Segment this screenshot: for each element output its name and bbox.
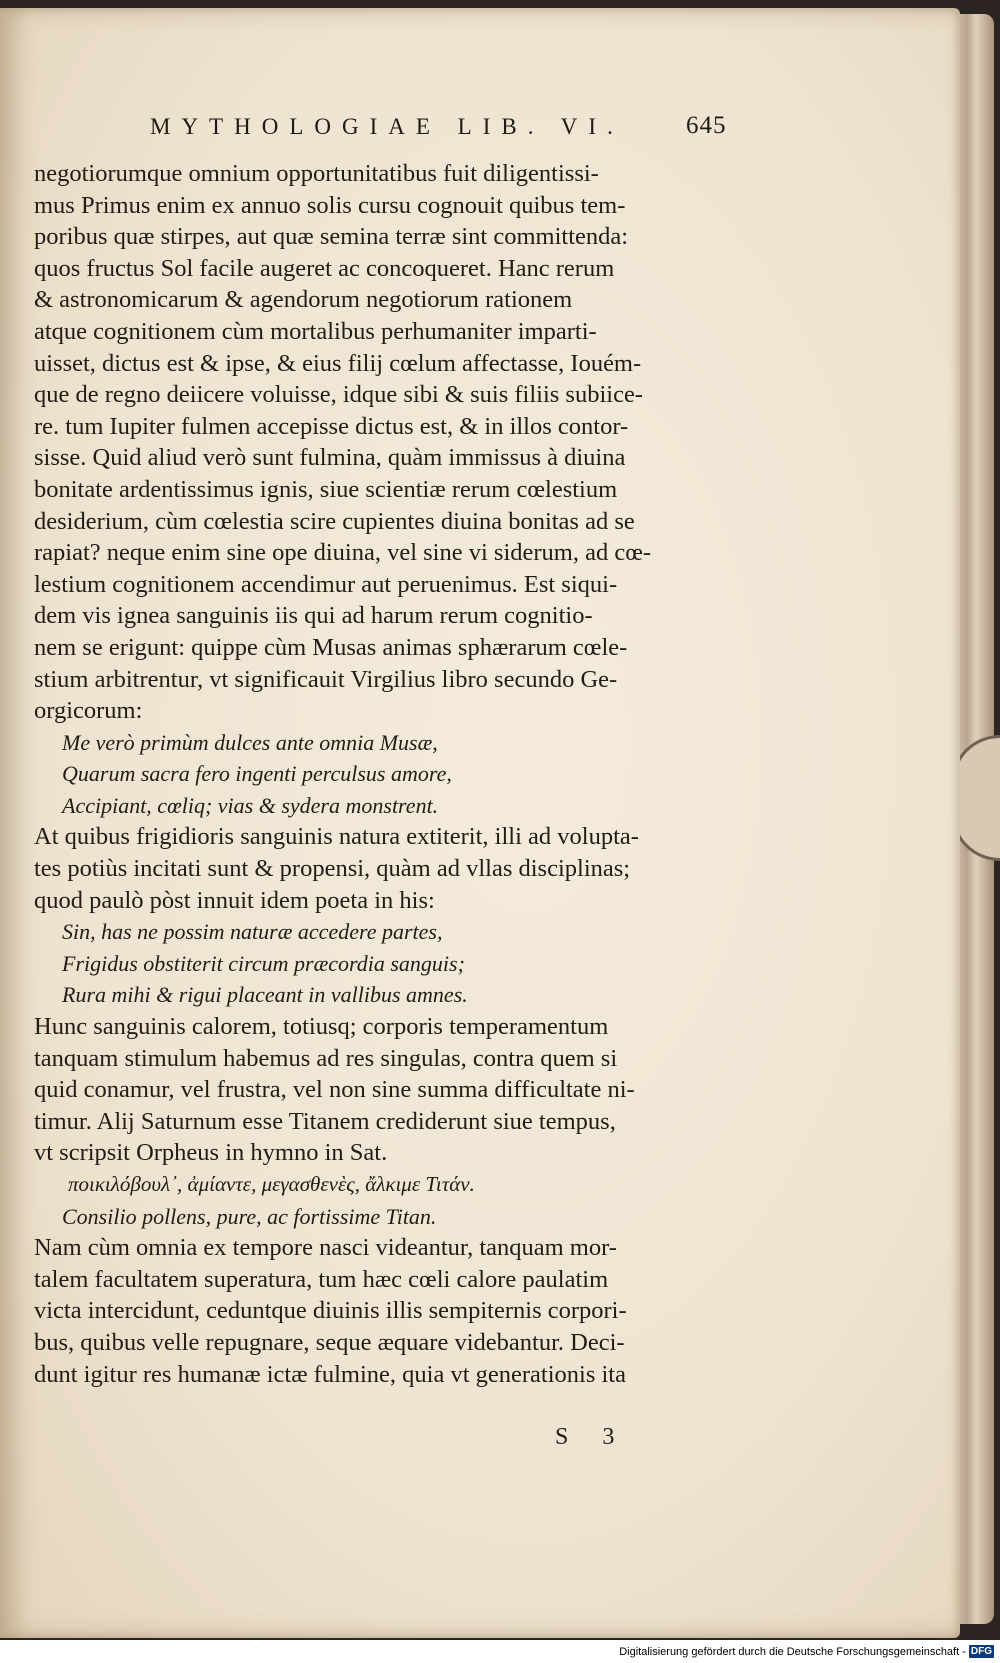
text-line: dem vis ignea sanguinis iis qui ad harum rerum cognitio- xyxy=(34,602,593,630)
text-line: bus, quibus velle repugnare, seque æquare videbantur. Deci- xyxy=(34,1328,625,1356)
text-line: sisse. Quid aliud verò sunt fulmina, quàm immissus à diuina xyxy=(34,444,626,472)
text-line: mus Primus enim ex annuo solis cursu cognouit quibus tem- xyxy=(34,191,626,219)
text-line: quos fructus Sol facile augeret ac concoqueret. Hanc rerum xyxy=(34,254,615,282)
verse-line: Quarum sacra fero ingenti perculsus amore, xyxy=(62,761,452,787)
text-line: orgicorum: xyxy=(34,697,143,725)
text-line: quod paulò pòst innuit idem poeta in his: xyxy=(34,886,435,914)
text-line: vt scripsit Orpheus in hymno in Sat. xyxy=(34,1139,388,1167)
text-line: stium arbitrentur, vt significauit Virgilius libro secundo Ge- xyxy=(34,665,618,693)
dfg-logo-icon: DFG xyxy=(970,1646,992,1657)
body-text xyxy=(34,158,734,1390)
verse-line: Sin, has ne possim naturæ accedere partes, xyxy=(62,919,443,945)
text-line: dunt igitur res humanæ ictæ fulmine, quia vt generationis ita xyxy=(34,1360,626,1388)
text-line: desiderium, cùm cœlestia scire cupientes diuina bonitas ad se xyxy=(34,507,635,535)
text-line: atque cognitionem cùm mortalibus perhumaniter imparti- xyxy=(34,317,597,345)
text-line: tanquam stimulum habemus ad res singulas, contra quem si xyxy=(34,1044,618,1072)
running-title: MYTHOLOGIAE LIB. VI. xyxy=(150,114,624,139)
text-line: & astronomicarum & agendorum negotiorum rationem xyxy=(34,286,573,314)
page-number: 645 xyxy=(686,112,727,139)
text-line: rapiat? neque enim sine ope diuina, vel sine vi siderum, ad cœ- xyxy=(34,539,652,567)
text-line: re. tum Iupiter fulmen accepisse dictus est, & in illos contor- xyxy=(34,412,629,440)
text-line: tes potiùs incitati sunt & propensi, quàm ad vllas disciplinas; xyxy=(34,855,631,883)
digitization-credit xyxy=(619,1645,994,1658)
text-line: talem facultatem superatura, tum hæc cœli calore paulatim xyxy=(34,1265,609,1293)
text-line: Nam cùm omnia ex tempore nasci videantur, tanquam mor- xyxy=(34,1234,617,1262)
book-page xyxy=(0,8,960,1638)
text-line: poribus quæ stirpes, aut quæ semina terræ sint committenda: xyxy=(34,223,629,251)
verse-line: Accipiant, cœliq; vias & sydera monstrent. xyxy=(62,792,439,818)
text-line: lestium cognitionem accendimur aut peruenimus. Est siqui- xyxy=(34,570,618,598)
verse-line: Me verò primùm dulces ante omnia Musæ, xyxy=(62,729,438,755)
credit-text: Digitalisierung gefördert durch die Deutsche Forschungsgemeinschaft - xyxy=(619,1645,966,1658)
text-line: quid conamur, vel frustra, vel non sine summa difficultate ni- xyxy=(34,1076,635,1104)
text-line: uisset, dictus est & ipse, & eius filij cœlum affectasse, Iouém- xyxy=(34,349,642,377)
text-line: At quibus frigidioris sanguinis natura extiterit, illi ad volupta- xyxy=(34,823,639,851)
greek-verse-line: ποικιλόβουλ᾽, ἀμίαντε, μεγασθενὲς, ἄλκιμε Τιτάν. xyxy=(68,1172,475,1196)
text-line: negotiorumque omnium opportunitatibus fuit diligentissi- xyxy=(34,160,599,187)
text-line: victa intercidunt, ceduntque diuinis illis sempiternis corpori- xyxy=(34,1297,627,1325)
verse-line: Consilio pollens, pure, ac fortissime Titan. xyxy=(62,1203,437,1229)
verse-line: Rura mihi & rigui placeant in vallibus amnes. xyxy=(62,982,468,1008)
text-line: nem se erigunt: quippe cùm Musas animas sphærarum cœle- xyxy=(34,633,628,661)
text-line: timur. Alij Saturnum esse Titanem crediderunt siue tempus, xyxy=(34,1107,616,1135)
text-line: bonitate ardentissimus ignis, siue scientiæ rerum cœlestium xyxy=(34,475,618,503)
verse-line: Frigidus obstiterit circum præcordia sanguis; xyxy=(62,950,465,976)
text-line: que de regno deiicere voluisse, idque sibi & suis filiis subiice- xyxy=(34,381,643,409)
text-line: Hunc sanguinis calorem, totiusq; corporis temperamentum xyxy=(34,1013,609,1041)
signature-mark: S 3 xyxy=(555,1424,629,1450)
